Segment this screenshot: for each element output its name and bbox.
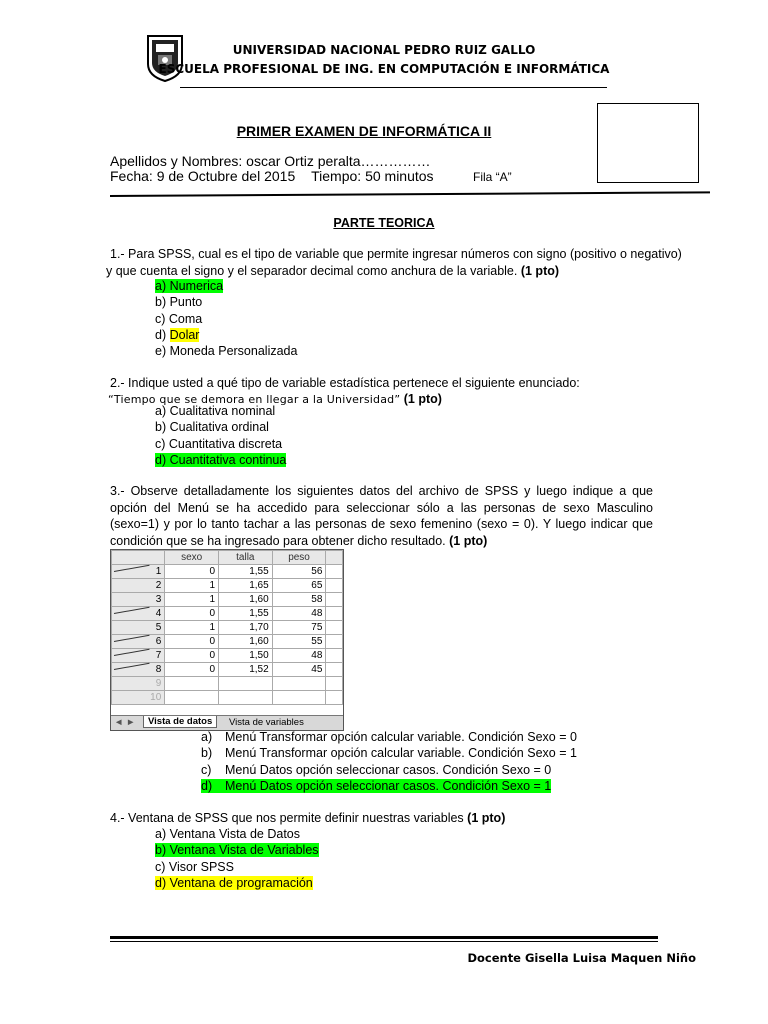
corner-cell: [112, 551, 165, 565]
question-3-line-2: opción del Menú se ha accedido para seleccionar sólo a las personas de sexo Masculino: [110, 500, 653, 515]
table-cell[interactable]: [326, 621, 343, 635]
option-3d[interactable]: [201, 778, 577, 794]
question-3-text: condición que se ha ingresado para obtener dicho resultado.: [110, 533, 446, 548]
row-number: 4: [112, 607, 165, 621]
table-cell[interactable]: [326, 635, 343, 649]
row-number: 10: [112, 691, 165, 705]
option-2c-label: c) Cuantitativa discreta: [155, 436, 283, 451]
filter-strike: [114, 663, 150, 670]
filter-strike: [114, 607, 150, 614]
table-cell[interactable]: 0: [165, 663, 219, 677]
table-cell[interactable]: 75: [272, 621, 326, 635]
option-2d[interactable]: [155, 452, 286, 468]
option-3a-label: Menú Transformar opción calcular variable. Condición Sexo = 0: [225, 730, 577, 744]
info-rule: [110, 191, 710, 197]
option-1c-label: c) Coma: [155, 311, 203, 326]
option-3c-letter: c): [201, 762, 212, 777]
tab-nav-arrows[interactable]: ◄ ►: [114, 717, 136, 728]
option-4c-label: c) Visor SPSS: [155, 859, 234, 874]
table-cell[interactable]: [326, 565, 343, 579]
table-cell[interactable]: [326, 579, 343, 593]
option-3d-letter: d): [201, 778, 213, 793]
question-4-text: 4.- Ventana de SPSS que nos permite definir nuestras variables: [110, 811, 464, 825]
row-number: 3: [112, 593, 165, 607]
column-header-empty: [326, 551, 343, 565]
table-cell[interactable]: 0: [165, 649, 219, 663]
table-row[interactable]: [112, 677, 343, 691]
names-dots: ……………: [360, 153, 431, 169]
table-cell[interactable]: 0: [165, 565, 219, 579]
question-1-points: (1 pto): [520, 263, 560, 278]
tab-variable-view[interactable]: Vista de variables: [229, 717, 304, 728]
option-4d-label: d) Ventana de programación: [155, 875, 313, 890]
question-3-options: [201, 729, 577, 794]
exam-time: Tiempo: 50 minutos: [311, 168, 434, 184]
names-value: oscar Ortiz peralta: [246, 153, 361, 169]
row-number: 7: [112, 649, 165, 663]
exam-date: Fecha: 9 de Octubre del 2015: [110, 168, 296, 184]
student-names-line: [110, 153, 431, 169]
university-name: UNIVERSIDAD NACIONAL PEDRO RUIZ GALLO: [232, 43, 536, 57]
table-cell[interactable]: 1: [165, 593, 219, 607]
table-cell[interactable]: [219, 677, 273, 691]
table-cell[interactable]: 1,60: [219, 593, 273, 607]
option-2a[interactable]: [155, 403, 286, 419]
table-row[interactable]: [112, 607, 343, 621]
option-2b-label: b) Cualitativa ordinal: [155, 420, 269, 435]
row-number: 8: [112, 663, 165, 677]
table-cell[interactable]: [326, 607, 343, 621]
option-4b-label: b) Ventana Vista de Variables: [155, 843, 319, 858]
sheet-tabs: [111, 715, 343, 730]
row-label: Fila “A”: [473, 170, 512, 184]
table-cell[interactable]: [165, 677, 219, 691]
row-number: 2: [112, 579, 165, 593]
question-1-text: y que cuenta el signo y el separador decimal como anchura de la variable.: [106, 263, 518, 278]
spss-data-view: [110, 549, 344, 731]
table-row[interactable]: [112, 593, 343, 607]
table-cell[interactable]: 1: [165, 579, 219, 593]
footer-rule-thin: [110, 941, 658, 942]
option-3d-label: Menú Datos opción seleccionar casos. Condición Sexo = 1: [225, 778, 552, 793]
option-3a-letter: a): [201, 730, 213, 744]
table-cell[interactable]: 48: [272, 607, 326, 621]
table-cell[interactable]: [326, 593, 343, 607]
question-1-line-1: 1.- Para SPSS, cual es el tipo de variable que permite ingresar números con signo (positivo o negativo): [110, 247, 682, 261]
table-row[interactable]: [112, 579, 343, 593]
option-1c[interactable]: [155, 311, 297, 327]
table-cell[interactable]: 1,60: [219, 635, 273, 649]
table-cell[interactable]: [272, 677, 326, 691]
filter-strike: [114, 565, 150, 572]
grade-box: [597, 103, 699, 183]
table-row[interactable]: [112, 635, 343, 649]
table-cell[interactable]: 65: [272, 579, 326, 593]
option-3b[interactable]: [201, 745, 577, 761]
option-3c[interactable]: [201, 762, 577, 778]
option-4b[interactable]: [155, 842, 319, 858]
table-cell[interactable]: [165, 691, 219, 705]
question-1-line-2: [106, 263, 700, 280]
column-header[interactable]: sexo: [165, 551, 219, 565]
option-1a-label: a) Numerica: [155, 279, 224, 293]
option-1e-label: e) Moneda Personalizada: [155, 344, 298, 359]
question-2-text: 2.- Indique usted a qué tipo de variable estadística pertenece el siguiente enunciado:: [110, 376, 580, 390]
row-number: 1: [112, 565, 165, 579]
question-3-line-3: (sexo=1) y por lo tanto tachar a las personas de sexo femenino (sexo = 0). Y luego indicar que: [110, 517, 653, 531]
option-1a[interactable]: [155, 278, 297, 294]
header-rule: [180, 87, 607, 88]
table-cell[interactable]: 0: [165, 635, 219, 649]
option-2b[interactable]: [155, 419, 286, 435]
question-4-points: (1 pto): [467, 811, 506, 825]
row-number: 5: [112, 621, 165, 635]
table-cell[interactable]: [326, 677, 343, 691]
table-cell[interactable]: [272, 691, 326, 705]
option-1d-label: Dolar: [169, 327, 200, 342]
table-cell[interactable]: 1: [165, 621, 219, 635]
question-2-options: [155, 403, 286, 468]
table-cell[interactable]: 1,52: [219, 663, 273, 677]
option-4a[interactable]: [155, 826, 319, 842]
option-1d[interactable]: d) Dolar: [155, 327, 200, 342]
table-row[interactable]: [112, 649, 343, 663]
question-1-options: [155, 278, 297, 359]
date-line: [110, 168, 434, 184]
table-cell[interactable]: 58: [272, 593, 326, 607]
table-cell[interactable]: [326, 663, 343, 677]
table-row[interactable]: [112, 621, 343, 635]
tab-data-view[interactable]: Vista de datos: [143, 716, 217, 728]
table-cell[interactable]: 1,70: [219, 621, 273, 635]
question-4-options: [155, 826, 319, 891]
section-title: PARTE TEORICA: [333, 216, 435, 230]
option-4d[interactable]: [155, 875, 319, 891]
names-label: Apellidos y Nombres:: [110, 153, 243, 169]
option-4c[interactable]: [155, 859, 319, 875]
table-cell[interactable]: [326, 691, 343, 705]
exam-title: PRIMER EXAMEN DE INFORMÁTICA II: [236, 123, 492, 139]
table-header-row: [112, 551, 343, 565]
option-3c-label: Menú Datos opción seleccionar casos. Condición Sexo = 0: [225, 762, 552, 777]
option-1e[interactable]: [155, 343, 297, 359]
question-4: [110, 810, 505, 827]
table-cell[interactable]: 1,65: [219, 579, 273, 593]
option-3b-letter: b): [201, 746, 213, 761]
option-2c[interactable]: [155, 436, 286, 452]
question-2-quote: “Tiempo que se demora en llegar a la Universidad”: [108, 392, 401, 406]
option-3a[interactable]: [201, 729, 577, 745]
row-number: 6: [112, 635, 165, 649]
option-4a-label: a) Ventana Vista de Datos: [155, 827, 301, 841]
filter-strike: [114, 649, 150, 656]
teacher-name: Docente Gisella Luisa Maquen Niño: [467, 951, 696, 965]
table-row[interactable]: [112, 663, 343, 677]
question-3-line-4: [110, 533, 653, 550]
table-cell[interactable]: [219, 691, 273, 705]
school-name: ESCUELA PROFESIONAL DE ING. EN COMPUTACIÓN E INFORMÁTICA: [158, 62, 610, 76]
column-header[interactable]: peso: [272, 551, 326, 565]
table-cell[interactable]: 45: [272, 663, 326, 677]
table-cell[interactable]: 48: [272, 649, 326, 663]
filter-strike: [114, 635, 150, 642]
spss-data-table: [111, 550, 343, 705]
table-cell[interactable]: 0: [165, 607, 219, 621]
table-cell[interactable]: [326, 649, 343, 663]
option-2a-label: a) Cualitativa nominal: [155, 404, 276, 418]
column-header[interactable]: talla: [219, 551, 273, 565]
question-3: [110, 483, 653, 549]
option-1b-label: b) Punto: [155, 295, 203, 310]
table-cell[interactable]: 55: [272, 635, 326, 649]
question-3-line-1: 3.- Observe detalladamente los siguientes datos del archivo de SPSS y luego indique a que: [110, 484, 653, 498]
table-cell[interactable]: 56: [272, 565, 326, 579]
table-row[interactable]: [112, 565, 343, 579]
option-3b-label: Menú Transformar opción calcular variable. Condición Sexo = 1: [225, 746, 577, 761]
option-2d-label: d) Cuantitativa continua: [155, 452, 287, 467]
table-cell[interactable]: 1,55: [219, 607, 273, 621]
table-row[interactable]: [112, 691, 343, 705]
table-cell[interactable]: 1,55: [219, 565, 273, 579]
table-cell[interactable]: 1,50: [219, 649, 273, 663]
row-number: 9: [112, 677, 165, 691]
option-1b[interactable]: [155, 294, 297, 310]
footer-rule-thick: [110, 936, 658, 939]
question-1: [106, 246, 700, 279]
question-3-points: (1 pto): [449, 533, 488, 548]
question-2-points: (1 pto): [403, 391, 442, 406]
